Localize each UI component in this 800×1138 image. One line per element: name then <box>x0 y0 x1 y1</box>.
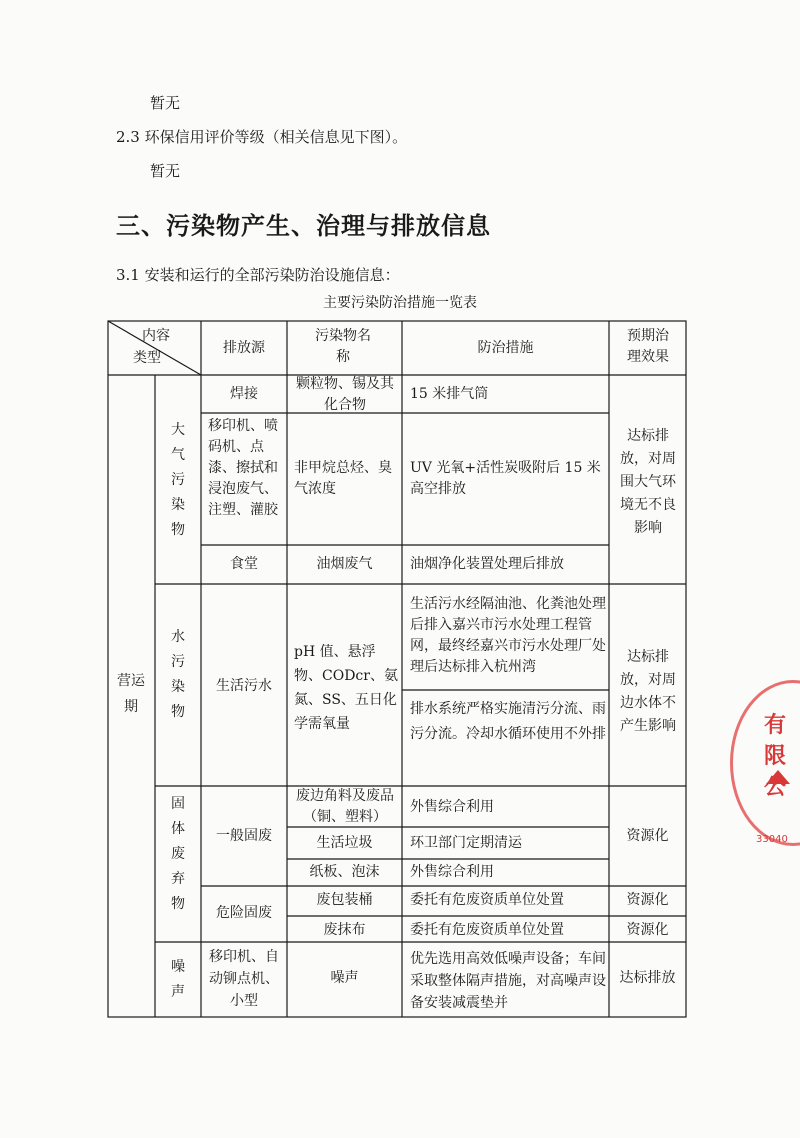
general-waste: 一般固废 <box>216 828 272 844</box>
air-measure-3: 油烟净化装置处理后排放 <box>410 556 564 572</box>
solid-category: 固体废弃物 <box>171 796 185 912</box>
hazard-effect-1: 资源化 <box>626 892 669 908</box>
air-pollutant-1: 颗粒物、锡及其化合物 <box>296 376 394 413</box>
air-effect: 达标排放，对周围大气环境无不良影响 <box>620 428 676 536</box>
air-category: 大气污染物 <box>171 422 185 538</box>
hazard-measure-2: 委托有危废资质单位处置 <box>410 922 564 938</box>
general-pollutant-1: 废边角料及废品（铜、塑料） <box>296 788 394 825</box>
seal-code: 33040 <box>756 834 788 845</box>
seal-star-icon <box>766 770 790 784</box>
table-caption: 主要污染防治措施一览表 <box>323 295 477 311</box>
hazard-pollutant-2: 废抹布 <box>323 922 366 938</box>
period-label: 营运期 <box>117 673 145 715</box>
header-source: 排放源 <box>223 340 265 356</box>
water-source: 生活污水 <box>216 678 272 694</box>
water-measure-1: 生活污水经隔油池、化粪池处理后排入嘉兴市污水处理工程管网，最终经嘉兴市污水处理厂处理后达标排入杭州湾 <box>410 596 606 675</box>
hazard-waste: 危险固废 <box>216 905 272 921</box>
hazard-measure-1: 委托有危废资质单位处置 <box>410 892 564 908</box>
water-measure-2: 排水系统严格实施清污分流、雨污分流。冷却水循环使用不外排 <box>410 701 606 742</box>
header-measure: 防治措施 <box>477 340 534 356</box>
header-content: 内容 <box>142 328 170 344</box>
seal-text: 有限公 <box>764 713 787 800</box>
water-effect: 达标排放，对周边水体不产生影响 <box>620 649 676 734</box>
water-category: 水污染物 <box>171 629 185 720</box>
header-effect: 预期治理效果 <box>627 328 669 365</box>
section-2-3: 2.3 环保信用评价等级（相关信息见下图）。 <box>116 128 408 146</box>
none-text-1: 暂无 <box>150 94 181 112</box>
air-measure-2: UV 光氧+活性炭吸附后 15 米高空排放 <box>410 460 601 497</box>
noise-source: 移印机、自动铆点机、小型 <box>209 949 279 1009</box>
noise-category: 噪声 <box>171 959 185 1000</box>
general-pollutant-3: 纸板、泡沫 <box>309 864 380 880</box>
general-pollutant-2: 生活垃圾 <box>316 835 373 851</box>
hazard-effect-2: 资源化 <box>626 922 669 938</box>
section-title: 三、污染物产生、治理与排放信息 <box>116 212 491 240</box>
water-pollutant: pH 值、悬浮物、CODcr、氨氮、SS、五日化学需氧量 <box>294 644 398 732</box>
header-type: 类型 <box>133 350 161 366</box>
air-source-3: 食堂 <box>230 556 258 572</box>
air-pollutant-3: 油烟废气 <box>316 556 373 572</box>
general-measure-2: 环卫部门定期清运 <box>410 835 522 851</box>
none-text-2: 暂无 <box>150 162 181 180</box>
noise-effect: 达标排放 <box>619 970 676 986</box>
general-measure-1: 外售综合利用 <box>410 799 494 815</box>
air-source-2: 移印机、喷码机、点漆、擦拭和浸泡废气、注塑、灌胶 <box>208 418 278 518</box>
air-pollutant-2: 非甲烷总烃、臭气浓度 <box>294 460 392 497</box>
hazard-pollutant-1: 废包装桶 <box>316 892 373 908</box>
general-measure-3: 外售综合利用 <box>410 864 494 880</box>
air-source-1: 焊接 <box>230 386 258 402</box>
noise-pollutant: 噪声 <box>330 970 359 986</box>
air-measure-1: 15 米排气筒 <box>410 386 489 402</box>
subsection-3-1: 3.1 安装和运行的全部污染防治设施信息： <box>116 266 400 284</box>
general-effect: 资源化 <box>626 828 669 844</box>
header-pollutant: 污染物名称 <box>315 328 371 365</box>
noise-measure: 优先选用高效低噪声设备；车间采取整体隔声措施，对高噪声设备安装减震垫并 <box>410 951 606 1011</box>
